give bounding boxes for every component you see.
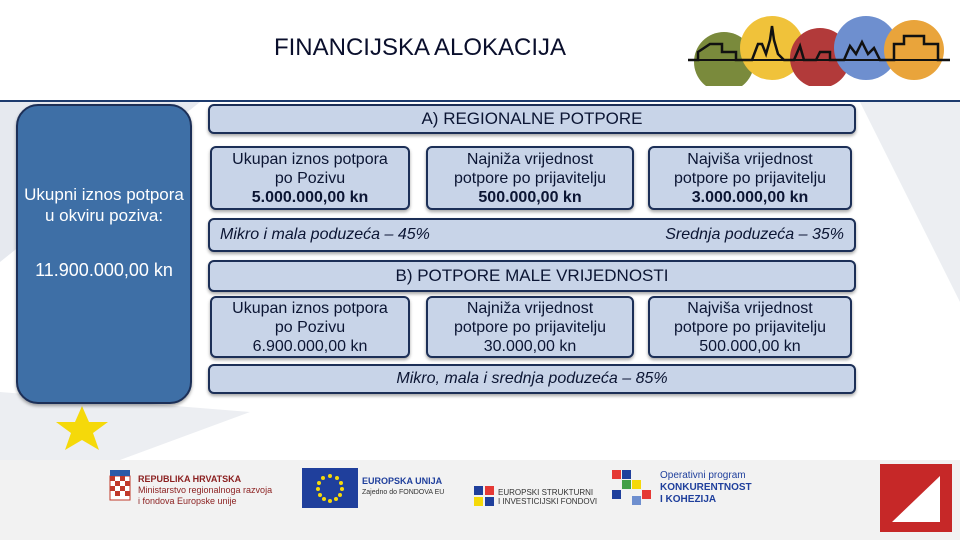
rh-line1: REPUBLIKA HRVATSKA xyxy=(138,474,242,484)
section-a-min-line2: potpore po prijavitelju xyxy=(453,169,607,187)
section-b-total xyxy=(210,296,410,358)
section-a-min-line1: Najniža vrijednost xyxy=(466,150,594,168)
star-icon xyxy=(52,404,112,452)
section-a-total-value: 5.000.000,00 kn xyxy=(251,188,369,206)
rh-line2: Ministarstvo regionalnoga razvoja xyxy=(138,485,273,495)
section-b-title xyxy=(208,260,856,292)
section-b-total-value: 6.900.000,00 kn xyxy=(252,337,368,355)
section-b-all: Mikro, mala i srednja poduzeća – 85% xyxy=(396,370,668,387)
total-allocation-value: 11.900.000,00 kn xyxy=(35,260,173,280)
section-b-title-text: B) POTPORE MALE VRIJEDNOSTI xyxy=(395,266,669,285)
section-a-max-line2: potpore po prijavitelju xyxy=(673,169,827,187)
section-b-max xyxy=(648,296,852,358)
op-text xyxy=(660,470,800,506)
eu-text xyxy=(362,476,452,498)
op-line3: I KOHEZIJA xyxy=(660,494,717,505)
esif-text xyxy=(498,488,618,506)
section-a-total xyxy=(210,146,410,210)
section-b-max-value: 500.000,00 kn xyxy=(699,337,801,355)
section-a-min-value: 500.000,00 kn xyxy=(478,188,582,206)
page-title: FINANCIJSKA ALOKACIJA xyxy=(273,34,567,61)
esif-line2: I INVESTICIJSKI FONDOVI xyxy=(498,497,598,506)
section-a-micro-small: Mikro i mala poduzeća – 45% xyxy=(220,226,430,243)
section-b-min-line1: Najniža vrijednost xyxy=(466,299,594,317)
total-allocation-label: Ukupni iznos potpora u okviru poziva: xyxy=(24,185,184,225)
section-b-min-line2: potpore po prijavitelju xyxy=(453,318,607,336)
eu-line2: Zajedno do FONDOVA EU xyxy=(362,489,445,496)
section-a-max xyxy=(648,146,852,210)
esif-logo-icon xyxy=(474,486,494,506)
croatia-coat-of-arms-icon xyxy=(108,470,132,506)
section-b-total-line1: Ukupan iznos potpora xyxy=(232,299,388,317)
section-b-total-line2: po Pozivu xyxy=(274,318,346,336)
section-b-min xyxy=(426,296,634,358)
section-a-medium: Srednja poduzeća – 35% xyxy=(665,226,844,243)
section-b-min-value: 30.000,00 kn xyxy=(483,337,577,355)
total-allocation-panel xyxy=(16,104,192,404)
section-a-total-line1: Ukupan iznos potpora xyxy=(232,150,388,168)
op-line1: Operativni program xyxy=(660,470,746,481)
section-a-max-line1: Najviša vrijednost xyxy=(687,150,813,168)
section-a-min xyxy=(426,146,634,210)
eu-line1: EUROPSKA UNIJA xyxy=(362,476,443,486)
esif-line1: EUROPSKI STRUKTURNI xyxy=(498,488,594,497)
section-a-max-value: 3.000.000,00 kn xyxy=(691,188,809,206)
op-kik-logo-icon xyxy=(612,470,652,506)
city-skyline-logo xyxy=(688,14,950,86)
op-line2: KONKURENTNOST xyxy=(660,482,752,493)
section-b-max-line1: Najviša vrijednost xyxy=(687,299,813,317)
section-a-title xyxy=(208,104,856,134)
rh-line3: i fondova Europske unije xyxy=(138,496,237,506)
section-b-max-line2: potpore po prijavitelju xyxy=(673,318,827,336)
eu-flag-icon xyxy=(302,468,358,508)
ministry-text xyxy=(138,474,308,507)
red-corner-logo-icon xyxy=(878,462,954,534)
section-b-rates xyxy=(208,364,856,394)
section-a-total-line2: po Pozivu xyxy=(274,169,346,187)
section-a-title-text: A) REGIONALNE POTPORE xyxy=(421,109,643,128)
section-a-rates xyxy=(208,218,856,252)
